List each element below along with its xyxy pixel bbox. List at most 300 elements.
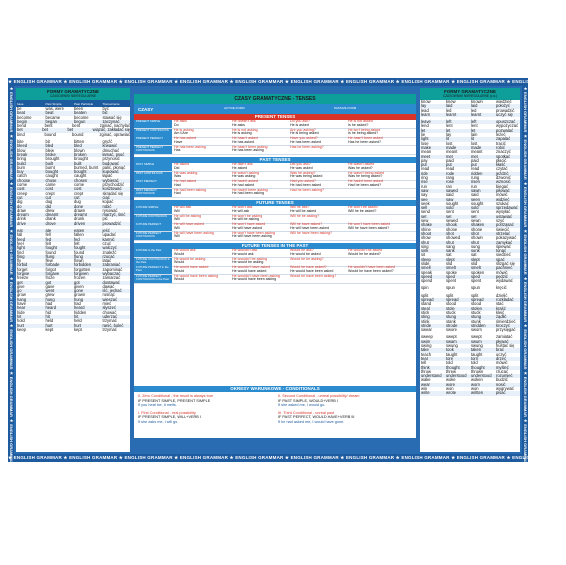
tense-example: Will: [174, 208, 180, 213]
tense-example: Is he being asked?: [348, 131, 379, 136]
verb-cell: swept: [446, 334, 457, 340]
tense-form: He doesn't ask: [232, 119, 256, 123]
verb-cell: pozwalać: [496, 127, 514, 133]
verb-cell: spent: [446, 278, 457, 284]
verb-cell: znaleźć: [102, 249, 117, 255]
tense-form: He wouldn't have been asking: [232, 273, 280, 278]
verb-cell: got: [74, 279, 80, 285]
tense-label: FUTURE PERFECT CONTINUOUS: [134, 232, 172, 240]
verb-cell: forbade: [45, 262, 60, 268]
tense-example: Would: [174, 277, 185, 282]
verb-cell: chose: [45, 177, 57, 183]
verb-cell: spun: [471, 285, 480, 291]
verb-cell: worn: [471, 381, 480, 387]
verb-cell: smelt: [446, 265, 456, 271]
verb-cell: iść, jechać: [102, 288, 122, 294]
tense-example: Would: [174, 260, 185, 265]
verb-cell: hung: [45, 296, 55, 302]
tense-form: He won't have asked: [232, 222, 266, 226]
tense-cell: [232, 146, 288, 154]
verb-cell: hurt: [17, 322, 25, 328]
verb-cell: shot: [446, 230, 454, 236]
verb-cell: saw: [421, 187, 429, 193]
verb-cell: written: [471, 390, 484, 396]
verb-cell: śmierdzieć: [496, 318, 516, 324]
verb-row: [16, 328, 130, 332]
tense-cell: [290, 146, 346, 150]
verb-cell: cost: [17, 186, 25, 192]
verb-cell: sit: [421, 252, 426, 258]
tense-form: Will he ask?: [290, 205, 310, 209]
verb-cell: met: [471, 153, 478, 159]
verb-cell: chosen: [74, 177, 88, 183]
verb-cell: taught: [471, 351, 483, 357]
verb-cell: shown: [471, 235, 483, 241]
verb-cell: lose: [421, 140, 429, 146]
verb-cell: latać: [102, 258, 112, 264]
verb-cell: go: [17, 288, 22, 294]
verb-cell: lend: [421, 123, 429, 129]
tense-label: PAST PERFECT: [134, 180, 172, 188]
verb-cell: wake: [421, 377, 431, 383]
verb-cell: fly: [17, 258, 22, 264]
tense-cell: [290, 258, 346, 262]
verb-cell: paid: [446, 157, 454, 163]
tense-cell: [348, 120, 404, 128]
verb-cell: keep: [17, 326, 26, 332]
verb-cell: seen: [471, 196, 480, 202]
tense-form: He will ask: [174, 205, 192, 209]
tense-cell: [232, 249, 288, 257]
verb-cell: lost: [446, 140, 453, 146]
verb-cell: let: [421, 127, 426, 133]
verb-cell: laid: [471, 103, 478, 109]
verb-cell: write: [421, 390, 430, 396]
verb-cell: upadać: [102, 232, 116, 238]
verb-cell: make: [421, 144, 432, 150]
verb-cell: fallen: [74, 232, 84, 238]
verb-cell: let: [446, 127, 451, 133]
verb-cell: beaten: [74, 110, 87, 116]
verb-cell: creep: [17, 190, 28, 196]
verb-cell: cost: [74, 186, 82, 192]
tense-example: He would have been asking: [232, 277, 277, 282]
verb-cell: caught: [45, 173, 58, 179]
tense-row: [134, 189, 416, 198]
verb-cell: feed: [17, 236, 25, 242]
tense-example: Would he have been asked?: [348, 268, 394, 273]
verb-cell: forgave: [45, 270, 60, 276]
verb-cell: risen: [471, 179, 480, 185]
tense-form: He will be asking: [174, 213, 201, 218]
tense-form: He wouldn't ask: [232, 248, 258, 252]
verb-cell: slid: [471, 260, 478, 266]
verb-cell: stride: [421, 322, 432, 328]
conditionals-left: 0. Zero Conditional - the result is always true IF PRESENT SIMPLE, PRESENT SIMPLE If you heat ice, it melts. I. First Conditional - real possibility IF PRESENT SIMPLE, WILL+VERB I If she asks me, I will go.: [138, 394, 214, 424]
verb-cell: seek: [421, 200, 430, 206]
verb-cell: burned, burnt: [74, 164, 99, 170]
verb-cell: śpiewać: [496, 243, 511, 249]
verb-cell: understood: [446, 373, 467, 379]
verb-cell: stank: [446, 318, 456, 324]
tense-cell: [348, 180, 404, 188]
verb-row: [420, 328, 520, 332]
bottom-banner: ★ ENGLISH GRAMMAR ★ ENGLISH GRAMMAR ★ ENGLISH GRAMMAR ★ ENGLISH GRAMMAR ★ ENGLISH GRAMMAR ★ ENGLISH GRAMMAR ★ ENGLISH GRAMMAR ★ ENGLISH GRAMMAR ★ ENGLISH GRAMMAR ★ ENGLISH GRAMMAR ★: [8, 455, 566, 460]
tense-form: He will have asked: [174, 222, 204, 226]
tense-example: He had been asked: [290, 182, 322, 187]
verb-cell: sold: [471, 205, 479, 211]
tense-form: He had been asking: [174, 187, 206, 192]
verb-cell: taken: [471, 347, 482, 353]
verb-cell: blew: [45, 147, 54, 153]
tense-cell: [290, 275, 346, 279]
verb-cell: fought: [74, 245, 86, 251]
verb-cell: lead: [421, 107, 429, 113]
verb-cell: smell: [421, 265, 431, 271]
verb-cell: marzyć, śnić: [102, 212, 126, 218]
verb-cell: find: [17, 249, 24, 255]
verb-cell: frozen: [74, 275, 86, 281]
verb-cell: driven: [74, 220, 86, 226]
verb-cell: shaken: [471, 222, 485, 228]
tense-form: He isn't being asked: [348, 127, 381, 132]
tense-cell: [232, 163, 288, 171]
tense-form: Are you asking?: [290, 127, 316, 132]
tense-cell: [174, 180, 230, 188]
verb-cell: forgot: [45, 266, 56, 272]
verb-cell: flown: [74, 258, 84, 264]
tense-example: He is being asked: [290, 131, 319, 136]
verb-cell: mówić: [496, 360, 508, 366]
tense-label: PAST SIMPLE: [134, 163, 172, 171]
verb-row: [16, 222, 130, 226]
tense-row: [134, 232, 416, 241]
verb-cell: żądlić: [496, 314, 507, 320]
verb-cell: lay: [421, 103, 427, 109]
tense-form: Would he have asked?: [290, 265, 327, 269]
verb-cell: dzwonić: [496, 175, 511, 181]
verb-cell: grew: [45, 292, 55, 298]
tense-example: Has he been asked?: [348, 139, 381, 144]
verb-cell: crept: [74, 190, 84, 196]
tense-cell: [232, 266, 288, 274]
tense-form: He has been asking: [174, 144, 206, 149]
verb-cell: ride: [421, 170, 428, 176]
verb-cell: begun: [74, 118, 86, 124]
tense-form: He asked: [174, 162, 190, 166]
verb-cell: rozumieć: [496, 373, 513, 379]
verb-cell: crept: [45, 190, 55, 196]
verb-cell: uderzać: [102, 313, 118, 319]
verb-cell: rzucać: [102, 253, 115, 259]
verb-cell: bought: [45, 169, 59, 175]
tense-form: He didn't ask: [232, 162, 253, 166]
verb-cell: had: [74, 301, 81, 307]
tense-example: He will have been asked: [290, 225, 329, 230]
verb-cell: swam: [446, 338, 457, 344]
verb-cell: zamykać: [496, 239, 513, 245]
verb-cell: hit: [45, 313, 50, 319]
verb-cell: come: [74, 182, 85, 188]
verb-cell: stuck: [471, 309, 481, 315]
verb-cell: be: [17, 106, 22, 111]
tense-cell: [348, 266, 404, 274]
verb-cell: brać: [496, 347, 504, 353]
verb-cell: słyszeć: [102, 305, 116, 311]
verb-cell: heard: [45, 305, 56, 311]
verb-cell: sped: [446, 273, 455, 279]
verb-cell: spotkać: [496, 153, 511, 159]
verb-cell: tore: [446, 355, 454, 361]
verb-cell: saw: [446, 196, 454, 202]
tense-form: Would he be asking?: [290, 256, 324, 261]
tense-example: Will he have been asked?: [348, 225, 390, 230]
verb-cell: leżeć: [496, 132, 506, 138]
verb-cell: showed: [446, 235, 461, 241]
tense-example: He asks: [232, 122, 245, 127]
verb-cell: nosić: [496, 381, 506, 387]
verb-cell: dug: [74, 199, 81, 205]
verb-cell: found: [45, 249, 56, 255]
verb-row: [420, 391, 520, 395]
verb-cell: split: [421, 292, 429, 298]
verb-cell: torn: [471, 355, 479, 361]
verb-cell: burnt: [45, 164, 55, 170]
tense-example: He has been asked: [290, 139, 321, 144]
verb-row: [16, 133, 130, 137]
verb-cell: zamarzać: [102, 275, 121, 281]
verb-cell: beat: [17, 110, 25, 116]
verb-cell: meet: [421, 153, 431, 159]
verb-cell: set: [446, 213, 452, 219]
verb-cell: tell: [421, 360, 427, 366]
verb-cell: sought: [446, 200, 459, 206]
tense-form: He hadn't asked: [232, 179, 258, 183]
verb-cell: know: [421, 99, 431, 104]
verb-cell: spać: [496, 256, 505, 262]
verb-cell: thought: [446, 364, 460, 370]
verb-cell: cut: [45, 194, 51, 200]
tense-section-title: FUTURE TENSES IN THE PAST: [134, 243, 416, 249]
verb-cell: bitten: [74, 139, 85, 145]
verb-cell: sting: [421, 314, 430, 320]
tense-example: Will: [174, 217, 180, 222]
verb-cell: spin: [421, 285, 429, 291]
verb-cell: laid: [446, 103, 453, 109]
tense-example: Will: [174, 234, 180, 239]
tense-cell: [348, 206, 404, 214]
verb-cell: stung: [446, 314, 457, 320]
verb-cell: shook: [446, 222, 457, 228]
tense-cell: [174, 137, 230, 145]
tense-example: Am I/Are: [174, 131, 188, 136]
verb-cell: think: [421, 364, 430, 370]
verb-cell: sold: [446, 205, 454, 211]
verb-cell: set: [471, 213, 477, 219]
verb-cell: run: [471, 183, 477, 189]
verb-cell: freeze: [17, 275, 29, 281]
verb-cell: wybaczać: [102, 270, 121, 276]
tense-form: Will he have been asking?: [290, 230, 332, 235]
verb-cell: swore: [446, 327, 457, 333]
verb-cell: bound: [72, 131, 84, 137]
verb-cell: speed: [421, 273, 433, 279]
tense-form: Did you ask?: [290, 162, 311, 166]
verb-cell: beat: [45, 110, 54, 116]
verb-cell: become: [74, 114, 89, 120]
tenses-column-header: CZASY ACTIVE FORM PASSIVE FORM: [134, 104, 416, 114]
tense-form: He is asking: [174, 127, 194, 132]
tense-form: He had asked: [174, 179, 197, 183]
verb-cell: sprzedawać: [496, 205, 518, 211]
verb-cell: lost: [471, 140, 478, 146]
verb-cell: położyć: [496, 103, 510, 109]
tense-form: Have you asked?: [290, 136, 318, 140]
verb-cell: sung: [471, 243, 480, 249]
verb-cell: zapominać: [102, 266, 123, 272]
tense-cell: [174, 206, 230, 214]
verb-cell: fling: [17, 253, 25, 259]
tense-example: He would be asked: [290, 251, 321, 256]
verb-cell: wznosić: [496, 179, 511, 185]
verb-cell: sunk: [471, 248, 480, 254]
verb-cell: bet: [67, 127, 74, 133]
verb-cell: sewed: [446, 218, 458, 224]
verb-cell: threw: [446, 368, 457, 374]
verb-cell: uczyć: [496, 351, 507, 357]
verb-cell: lit: [471, 136, 474, 142]
tense-example: He has been asking: [232, 148, 264, 153]
verb-cell: stridden: [471, 322, 486, 328]
verb-cell: stunk: [471, 318, 481, 324]
verb-cell: bent: [72, 123, 81, 129]
verb-cell: uczyć się: [496, 111, 513, 117]
conditionals-section: [134, 386, 416, 438]
verb-cell: zaczynać: [102, 118, 120, 124]
tense-cell: [290, 249, 346, 257]
tense-form: He won't have been asked: [348, 222, 391, 226]
verb-cell: made: [446, 144, 457, 150]
verb-cell: walczyć: [102, 245, 117, 251]
verb-cell: sped: [471, 273, 480, 279]
tense-form: He wasn't being asked: [348, 170, 385, 175]
verb-cell: begin: [17, 118, 28, 124]
tense-form: He asks: [174, 119, 187, 123]
tense-cell: [174, 120, 230, 128]
verb-cell: broken: [74, 151, 87, 157]
verb-cell: take: [421, 347, 429, 353]
verb-cell: steal: [421, 305, 430, 311]
verb-cell: wore: [446, 381, 455, 387]
tense-example: Was: [174, 174, 182, 179]
verb-cell: pić: [102, 216, 108, 222]
verb-cell: kłaść: [496, 162, 506, 168]
verb-cell: said: [471, 192, 479, 198]
tense-example: He would have asked: [232, 268, 267, 273]
tense-cell: [174, 189, 230, 197]
verb-cell: robić: [102, 203, 112, 209]
verb-cell: said: [446, 192, 454, 198]
verb-cell: woke: [446, 377, 456, 383]
verb-cell: kupować: [102, 169, 119, 175]
verb-cell: hurt: [45, 322, 53, 328]
verb-cell: ran: [446, 183, 452, 189]
verb-cell: stawać się: [102, 114, 122, 120]
verb-cell: run: [421, 183, 427, 189]
tense-example: He asked: [232, 165, 248, 170]
tense-example: He would be asking: [232, 260, 264, 265]
verb-cell: began: [45, 118, 57, 124]
verb-cell: bent: [44, 123, 53, 129]
verb-cell: tracić: [496, 140, 506, 146]
verb-cell: wydawać: [496, 278, 513, 284]
verb-cell: mieć: [102, 301, 112, 307]
verb-cell: smelt: [471, 265, 481, 271]
verb-cell: dzielić: [496, 292, 508, 298]
tense-cell: [232, 137, 288, 145]
verb-cell: czuć: [102, 240, 111, 246]
verb-cell: bet: [42, 127, 48, 133]
verb-cell: learnt: [446, 111, 457, 117]
verb-cell: zginać, oprawiać: [99, 131, 130, 137]
verb-cell: bought: [74, 169, 87, 175]
irregular-verbs-panel-left: [16, 88, 130, 452]
irregular-verbs-panel-right: [420, 88, 520, 452]
verb-cell: zginać, nachylać: [99, 123, 130, 129]
verb-cell: get: [17, 279, 23, 285]
verb-cell: rode: [446, 170, 455, 176]
tense-form: He would ask: [174, 248, 196, 252]
verb-cell: flung: [74, 253, 83, 259]
verb-cell: buy: [17, 169, 24, 175]
verb-cell: bet: [17, 127, 23, 133]
verb-cell: czytać: [496, 166, 508, 172]
verb-cell: bić: [102, 110, 108, 116]
verb-cell: did: [45, 203, 51, 209]
verb-cell: learnt: [471, 111, 482, 117]
verb-cell: flung: [45, 253, 55, 259]
verb-cell: szukać: [496, 200, 509, 206]
tense-row: [134, 146, 416, 155]
verb-cell: cut: [17, 194, 23, 200]
verb-cell: found: [74, 249, 85, 255]
verb-cell: slide: [421, 260, 430, 266]
tense-section-title: PAST TENSES: [134, 157, 416, 163]
top-banner: ★ ENGLISH GRAMMAR ★ ENGLISH GRAMMAR ★ ENGLISH GRAMMAR ★ ENGLISH GRAMMAR ★ ENGLISH GRAMMAR ★ ENGLISH GRAMMAR ★ ENGLISH GRAMMAR ★ ENGLISH GRAMMAR ★ ENGLISH GRAMMAR ★ ENGLISH GRAMMAR ★: [8, 79, 566, 84]
tense-section-title: PRESENT TENSES: [134, 114, 416, 120]
tense-form: He wouldn't be asked: [348, 248, 383, 252]
tense-cell: [348, 163, 404, 171]
verb-cell: pływać: [496, 338, 509, 344]
verb-cell: shot: [471, 230, 479, 236]
tense-cell: [290, 206, 346, 214]
verb-cell: kept: [74, 326, 82, 332]
verb-cell: spoke: [446, 269, 457, 275]
tense-form: He won't ask: [232, 205, 253, 209]
verb-cell: sew: [421, 218, 429, 224]
verb-cell: woken: [471, 377, 483, 383]
verb-cell: fall: [17, 232, 23, 238]
verb-cell: dmuchać: [102, 147, 120, 153]
verb-cell: sleep: [421, 256, 431, 262]
verb-cell: build: [17, 160, 26, 166]
verb-cell: ate: [45, 228, 52, 234]
verb-cell: slept: [471, 256, 480, 262]
tense-cell: [290, 215, 346, 219]
verb-cell: dostawać: [102, 279, 120, 285]
tense-example: He has asked: [232, 139, 254, 144]
verb-cell: strzelać: [496, 230, 511, 236]
